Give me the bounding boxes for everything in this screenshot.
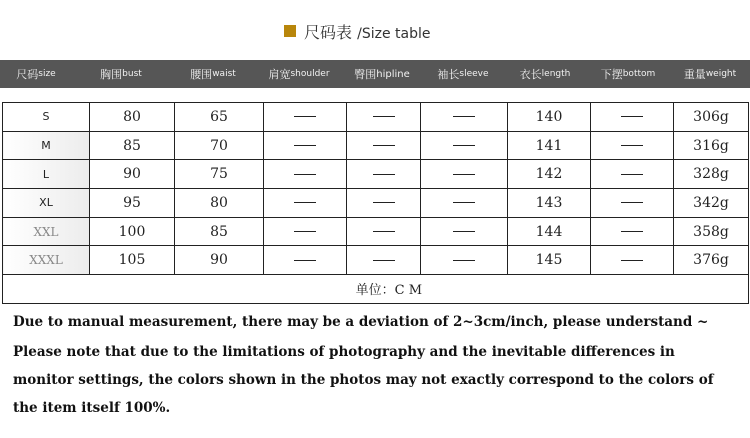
length-cell: 142 bbox=[508, 160, 591, 189]
waist-cell: 90 bbox=[175, 246, 264, 275]
header-size-cn: 尺码 bbox=[16, 68, 39, 81]
header-bust-cn: 胸围 bbox=[100, 68, 123, 81]
header-shoulder bbox=[256, 60, 342, 88]
size-cell: XL bbox=[3, 189, 90, 218]
size-cell: L bbox=[3, 160, 90, 189]
dash bbox=[453, 174, 475, 175]
weight-cell: 316g bbox=[674, 131, 749, 160]
sleeve-cell bbox=[421, 160, 508, 189]
weight-cell: 306g bbox=[674, 103, 749, 132]
weight-cell: 342g bbox=[674, 189, 749, 218]
header-weight-cn: 重量 bbox=[683, 68, 706, 81]
table-header-bar bbox=[0, 60, 750, 88]
dash bbox=[453, 116, 475, 117]
dash bbox=[621, 231, 643, 232]
note-deviation: Due to manual measurement, there may be a deviation of 2~3cm/inch, please understand ~ bbox=[13, 314, 709, 330]
bottom-cell bbox=[591, 217, 674, 246]
unit-label: 单位：C M bbox=[3, 275, 749, 304]
sleeve-cell bbox=[421, 103, 508, 132]
bottom-cell bbox=[591, 131, 674, 160]
header-bottom-en: bottom bbox=[622, 69, 656, 79]
waist-cell: 85 bbox=[175, 217, 264, 246]
header-length-cn: 衣长 bbox=[519, 68, 542, 81]
dash bbox=[294, 145, 316, 146]
dash bbox=[294, 231, 316, 232]
dash bbox=[621, 145, 643, 146]
table-row bbox=[3, 217, 749, 246]
dash bbox=[373, 231, 395, 232]
length-cell: 144 bbox=[508, 217, 591, 246]
length-cell: 140 bbox=[508, 103, 591, 132]
dash bbox=[294, 174, 316, 175]
size-cell: XXL bbox=[3, 217, 90, 246]
table-row bbox=[3, 131, 749, 160]
dash bbox=[373, 145, 395, 146]
header-weight-en: weight bbox=[705, 69, 737, 79]
shoulder-cell bbox=[264, 103, 347, 132]
waist-cell: 75 bbox=[175, 160, 264, 189]
header-bottom bbox=[586, 60, 670, 88]
header-hipline bbox=[342, 60, 422, 88]
header-waist-en: waist bbox=[212, 69, 236, 79]
header-shoulder-en: shoulder bbox=[290, 69, 330, 79]
dash bbox=[621, 116, 643, 117]
hipline-cell bbox=[347, 160, 421, 189]
header-size-en: size bbox=[38, 69, 56, 79]
note-color-line-2: monitor settings, the colors shown in the photos may not exactly correspond to the colors of bbox=[13, 372, 714, 388]
size-cell: M bbox=[3, 131, 90, 160]
weight-cell: 328g bbox=[674, 160, 749, 189]
size-cell: S bbox=[3, 103, 90, 132]
header-bust bbox=[72, 60, 170, 88]
sleeve-cell bbox=[421, 246, 508, 275]
bust-cell: 100 bbox=[90, 217, 175, 246]
title-text bbox=[304, 20, 430, 43]
dash bbox=[294, 260, 316, 261]
dash bbox=[453, 202, 475, 203]
bust-cell: 85 bbox=[90, 131, 175, 160]
dash bbox=[453, 260, 475, 261]
title-cn: 尺码表 bbox=[304, 23, 353, 42]
bottom-cell bbox=[591, 103, 674, 132]
hipline-cell bbox=[347, 103, 421, 132]
header-shoulder-cn: 肩宽 bbox=[268, 68, 291, 81]
shoulder-cell bbox=[264, 246, 347, 275]
size-cell: XXXL bbox=[3, 246, 90, 275]
table-row bbox=[3, 103, 749, 132]
bust-cell: 80 bbox=[90, 103, 175, 132]
shoulder-cell bbox=[264, 131, 347, 160]
table-row bbox=[3, 160, 749, 189]
header-weight bbox=[670, 60, 750, 88]
dash bbox=[373, 260, 395, 261]
table-row bbox=[3, 246, 749, 275]
hipline-cell bbox=[347, 189, 421, 218]
sleeve-cell bbox=[421, 131, 508, 160]
bottom-cell bbox=[591, 246, 674, 275]
dash bbox=[621, 260, 643, 261]
header-bust-en: bust bbox=[122, 69, 142, 79]
bust-cell: 90 bbox=[90, 160, 175, 189]
hipline-cell bbox=[347, 217, 421, 246]
header-waist bbox=[170, 60, 256, 88]
bottom-cell bbox=[591, 189, 674, 218]
sleeve-cell bbox=[421, 217, 508, 246]
dash bbox=[373, 116, 395, 117]
header-bottom-cn: 下摆 bbox=[600, 68, 623, 81]
length-cell: 143 bbox=[508, 189, 591, 218]
dash bbox=[373, 174, 395, 175]
header-length-en: length bbox=[541, 69, 571, 79]
dash bbox=[294, 116, 316, 117]
waist-cell: 70 bbox=[175, 131, 264, 160]
shoulder-cell bbox=[264, 217, 347, 246]
bust-cell: 95 bbox=[90, 189, 175, 218]
header-length bbox=[504, 60, 586, 88]
bottom-cell bbox=[591, 160, 674, 189]
waist-cell: 65 bbox=[175, 103, 264, 132]
weight-cell: 358g bbox=[674, 217, 749, 246]
length-cell: 145 bbox=[508, 246, 591, 275]
note-color-line-1: Please note that due to the limitations of photography and the inevitable differences in bbox=[13, 344, 675, 360]
shoulder-cell bbox=[264, 189, 347, 218]
dash bbox=[453, 145, 475, 146]
dash bbox=[621, 174, 643, 175]
header-sleeve-en: sleeve bbox=[459, 69, 489, 79]
bust-cell: 105 bbox=[90, 246, 175, 275]
note-color-line-3: the item itself 100%. bbox=[13, 400, 171, 416]
unit-row bbox=[3, 275, 749, 304]
dash bbox=[621, 202, 643, 203]
hipline-cell bbox=[347, 131, 421, 160]
header-waist-cn: 腰围 bbox=[190, 68, 213, 81]
sleeve-cell bbox=[421, 189, 508, 218]
length-cell: 141 bbox=[508, 131, 591, 160]
dash bbox=[373, 202, 395, 203]
header-sleeve bbox=[422, 60, 504, 88]
header-hipline-en: hipline bbox=[376, 68, 410, 80]
size-table bbox=[2, 102, 749, 304]
title-en: /Size table bbox=[357, 26, 431, 42]
header-size bbox=[0, 60, 72, 88]
header-sleeve-cn: 袖长 bbox=[437, 68, 460, 81]
table-row bbox=[3, 189, 749, 218]
weight-cell: 376g bbox=[674, 246, 749, 275]
waist-cell: 80 bbox=[175, 189, 264, 218]
hipline-cell bbox=[347, 246, 421, 275]
header-hipline-cn: 臀围 bbox=[354, 68, 377, 81]
dash bbox=[294, 202, 316, 203]
shoulder-cell bbox=[264, 160, 347, 189]
dash bbox=[453, 231, 475, 232]
title-square-icon bbox=[284, 25, 296, 37]
title bbox=[0, 18, 750, 46]
